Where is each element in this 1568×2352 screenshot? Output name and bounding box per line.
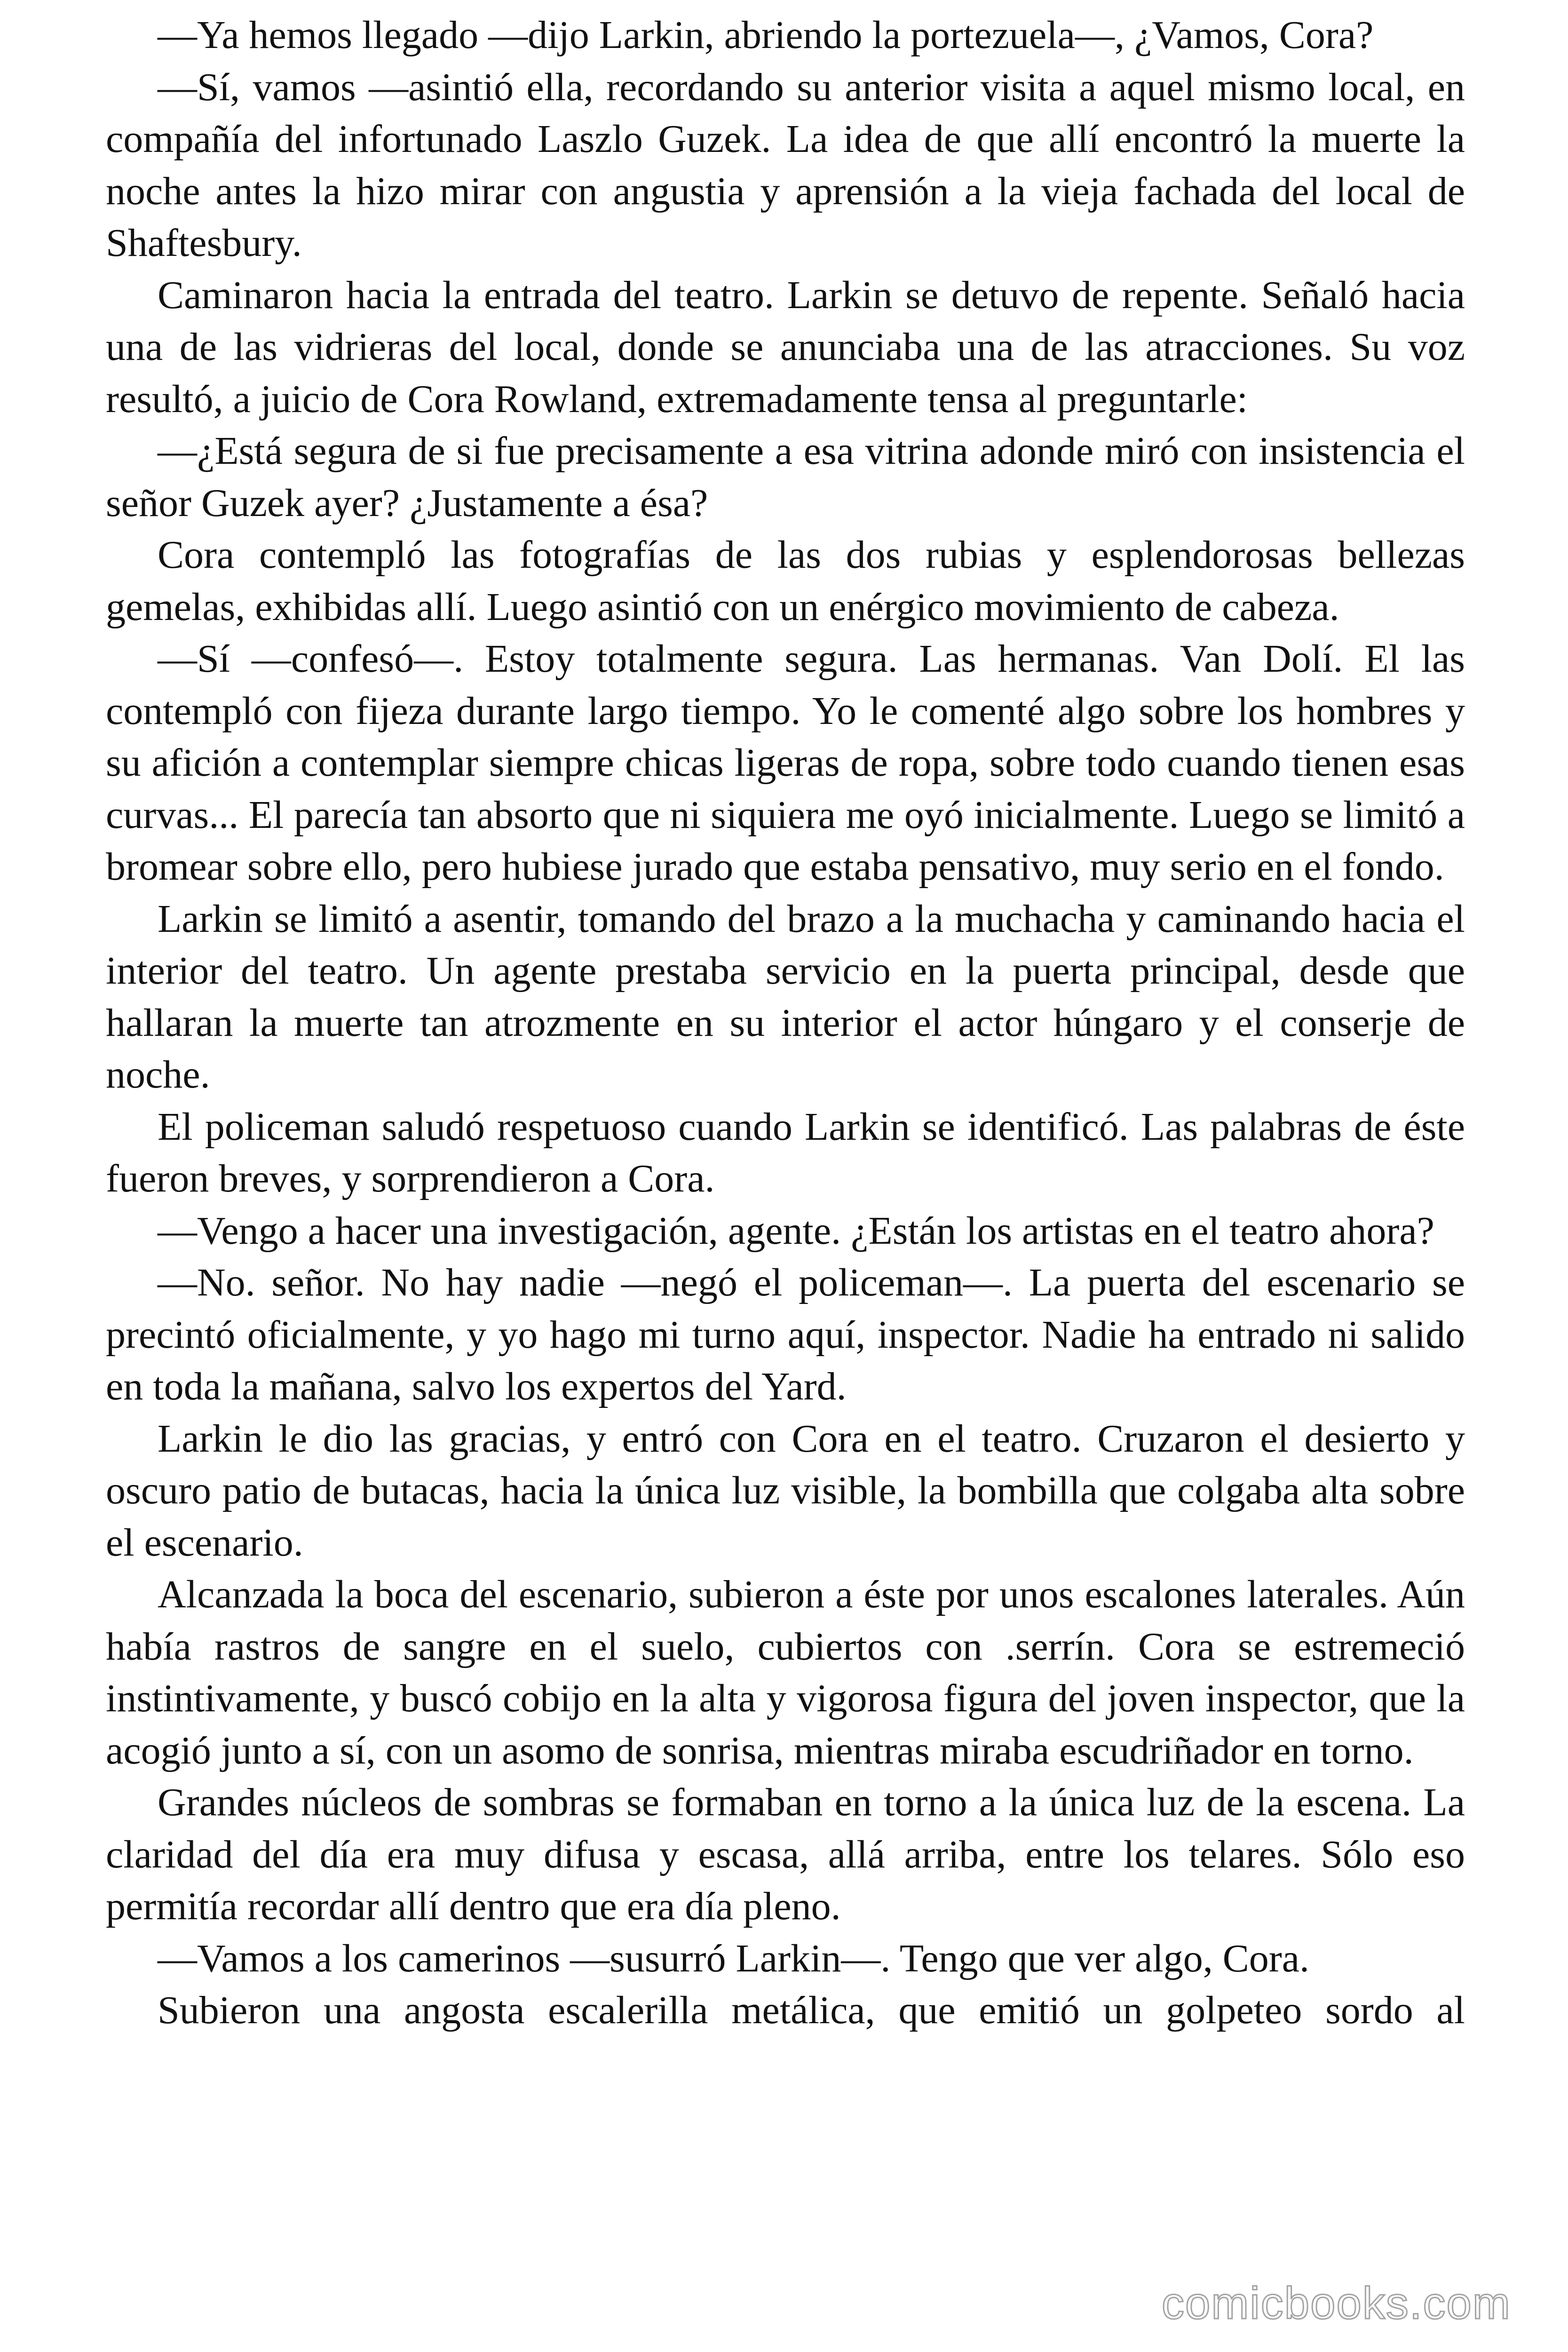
paragraph: —Ya hemos llegado —dijo Larkin, abriendo la portezuela—, ¿Vamos, Cora?	[158, 13, 1374, 57]
paragraph: —Vamos a los camerinos —susurró Larkin—. Tengo que ver algo, Cora.	[158, 1936, 1310, 1980]
paragraph: Alcanzada la boca del escenario, subieron a éste por unos escalones laterales. Aún había rastros de sangre en el suelo, cubiertos con .serrín. Cora se estremeció instintivamente, y buscó cobijo en la alta y vigorosa figura del joven inspector, que la acogió junto a sí, con un asomo de sonrisa, mientras miraba escudriñador en torno.	[106, 1573, 1465, 1772]
paragraph: —Sí —confesó—. Estoy totalmente segura. Las hermanas. Van Dolí. El las contempló con fijeza durante largo tiempo. Yo le comenté algo sobre los hombres y su afición a contemplar siempre chicas ligeras de ropa, sobre todo cuando tienen esas curvas... El parecía tan absorto que ni siquiera me oyó inicialmente. Luego se limitó a bromear sobre ello, pero hubiese jurado que estaba pensativo, muy serio en el fondo.	[106, 637, 1465, 889]
paragraph: Grandes núcleos de sombras se formaban en torno a la única luz de la escena. La claridad del día era muy difusa y escasa, allá arriba, entre los telares. Sólo eso permitía recordar allí dentro que era día pleno.	[106, 1780, 1465, 1928]
page-text-body	[106, 9, 1465, 2037]
paragraph: El policeman saludó respetuoso cuando Larkin se identificó. Las palabras de éste fueron breves, y sorprendieron a Cora.	[106, 1104, 1465, 1200]
paragraph: Larkin se limitó a asentir, tomando del brazo a la muchacha y caminando hacia el interior del teatro. Un agente prestaba servicio en la puerta principal, desde que hallaran la muerte tan atrozmente en su interior el actor húngaro y el conserje de noche.	[106, 897, 1465, 1097]
paragraph: —¿Está segura de si fue precisamente a esa vitrina adonde miró con insistencia el señor Guzek ayer? ¿Justamente a ésa?	[106, 429, 1465, 525]
paragraph: —No. señor. No hay nadie —negó el policeman—. La puerta del escenario se precintó oficialmente, y yo hago mi turno aquí, inspector. Nadie ha entrado ni salido en toda la mañana, salvo los expertos del Yard.	[106, 1261, 1465, 1408]
paragraph: —Sí, vamos —asintió ella, recordando su anterior visita a aquel mismo local, en compañía del infortunado Laszlo Guzek. La idea de que allí encontró la muerte la noche antes la hizo mirar con angustia y aprensión a la vieja fachada del local de Shaftesbury.	[106, 65, 1465, 265]
paragraph: Cora contempló las fotografías de las dos rubias y esplendorosas bellezas gemelas, exhibidas allí. Luego asintió con un enérgico movimiento de cabeza.	[106, 533, 1465, 629]
paragraph-continued: Subieron una angosta escalerilla metálica, que emitió un golpeteo sordo al	[158, 1988, 1465, 2032]
paragraph: —Vengo a hacer una investigación, agente. ¿Están los artistas en el teatro ahora?	[158, 1208, 1434, 1253]
watermark-logo: comicbooks.com	[1162, 2278, 1511, 2328]
paragraph: Caminaron hacia la entrada del teatro. Larkin se detuvo de repente. Señaló hacia una de las vidrieras del local, donde se anunciaba una de las atracciones. Su voz resultó, a juicio de Cora Rowland, extremadamente tensa al preguntarle:	[106, 273, 1465, 421]
paragraph: Larkin le dio las gracias, y entró con Cora en el teatro. Cruzaron el desierto y oscuro patio de butacas, hacia la única luz visible, la bombilla que colgaba alta sobre el escenario.	[106, 1416, 1465, 1565]
